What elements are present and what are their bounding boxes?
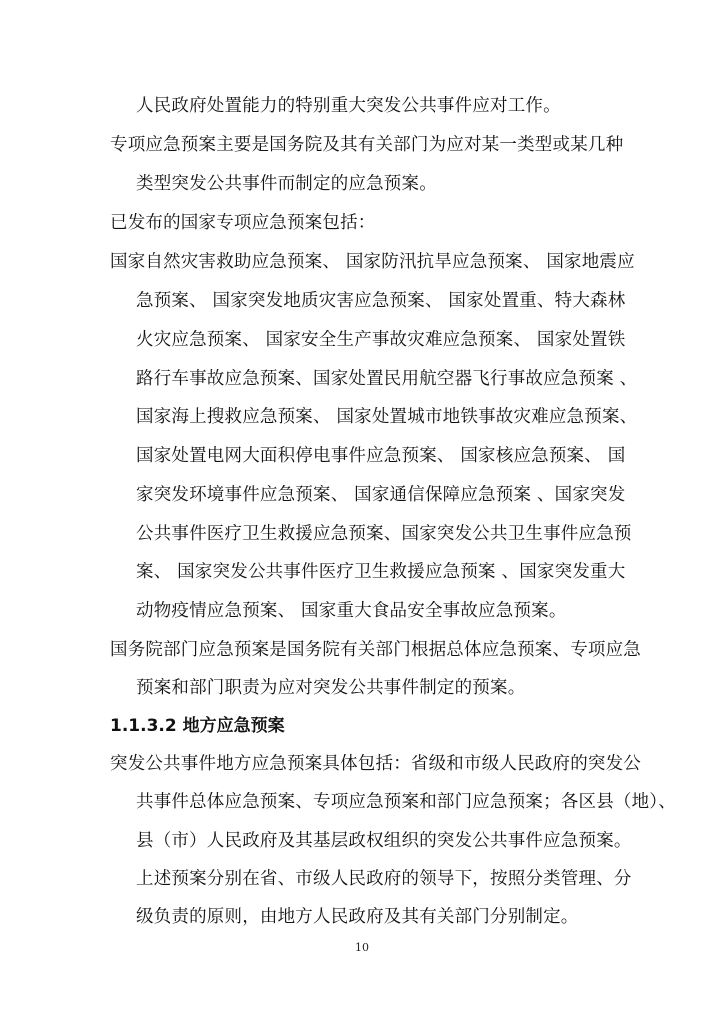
- paragraph-line: 类型突发公共事件而制定的应急预案。: [136, 174, 437, 194]
- section-heading: 1.1.3.2 地方应急预案: [110, 716, 285, 736]
- paragraph-line: 家突发环境事件应急预案、 国家通信保障应急预案 、国家突发: [136, 485, 626, 505]
- paragraph-line: 公共事件医疗卫生救援应急预案、国家突发公共卫生事件应急预: [136, 524, 632, 544]
- paragraph-line: 上述预案分别在省、市级人民政府的领导下，按照分类管理、分: [136, 869, 632, 889]
- paragraph-line: 突发公共事件地方应急预案具体包括：省级和市级人民政府的突发公: [110, 754, 641, 774]
- paragraph-line: 国务院部门应急预案是国务院有关部门根据总体应急预案、专项应急: [110, 640, 641, 660]
- paragraph-line: 案、 国家突发公共事件医疗卫生救援应急预案 、国家突发重大: [136, 562, 626, 582]
- paragraph-line: 专项应急预案主要是国务院及其有关部门为应对某一类型或某几种: [110, 135, 624, 155]
- paragraph-line: 人民政府处置能力的特别重大突发公共事件应对工作。: [136, 96, 561, 116]
- paragraph-line: 共事件总体应急预案、专项应急预案和部门应急预案；各区县（地）、: [136, 792, 676, 812]
- paragraph-line: 路行车事故应急预案、国家处置民用航空器飞行事故应急预案 、: [136, 369, 638, 389]
- paragraph-line: 国家海上搜救应急预案、 国家处置城市地铁事故灾难应急预案、: [136, 407, 638, 427]
- paragraph-line: 级负责的原则，由地方人民政府及其有关部门分别制定。: [136, 907, 579, 927]
- paragraph-line: 预案和部门职责为应对突发公共事件制定的预案。: [136, 678, 526, 698]
- paragraph-line: 动物疫情应急预案、 国家重大食品安全事故应急预案。: [136, 601, 567, 621]
- paragraph-line: 国家自然灾害救助应急预案、 国家防汛抗旱应急预案、 国家地震应: [110, 252, 635, 272]
- paragraph-line: 急预案、 国家突发地质灾害应急预案、 国家处置重、特大森林: [136, 291, 626, 311]
- paragraph-line: 火灾应急预案、 国家安全生产事故灾难应急预案、 国家处置铁: [136, 330, 626, 350]
- paragraph-line: 县（市）人民政府及其基层政权组织的突发公共事件应急预案。: [136, 831, 632, 851]
- paragraph-line: 国家处置电网大面积停电事件应急预案、 国家核应急预案、 国: [136, 446, 626, 466]
- page-number: 10: [355, 941, 369, 954]
- paragraph-line: 已发布的国家专项应急预案包括：: [110, 213, 376, 233]
